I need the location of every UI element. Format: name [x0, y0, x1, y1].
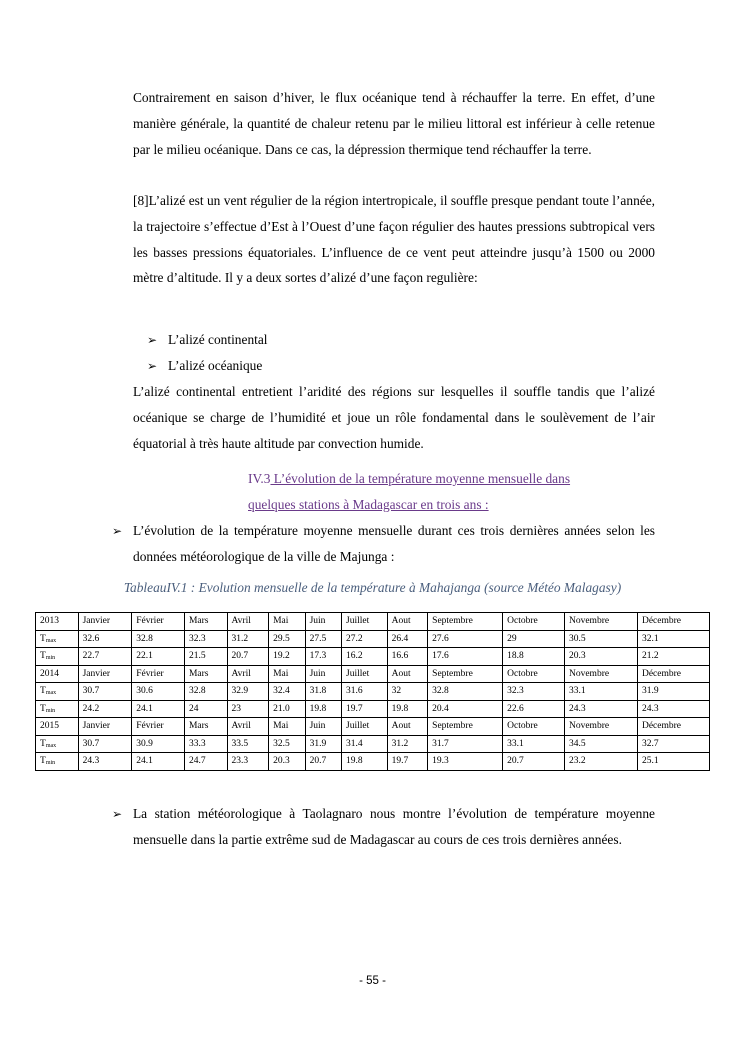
tmax-value-cell: 33.5 [227, 735, 269, 753]
month-cell: Aout [387, 665, 428, 683]
tmax-value-cell: 27.2 [342, 630, 388, 648]
month-cell: Mai [269, 613, 305, 631]
tmax-value-cell: 31.7 [428, 735, 503, 753]
month-cell: Septembre [428, 613, 503, 631]
tmin-value-cell: 19.8 [342, 753, 388, 771]
tmin-value-cell: 24.7 [184, 753, 227, 771]
month-cell: Décembre [637, 718, 709, 736]
month-cell: Janvier [78, 665, 132, 683]
arrow-bullet-icon: ➢ [147, 359, 158, 373]
tmax-value-cell: 30.7 [78, 735, 132, 753]
month-cell: Octobre [503, 665, 565, 683]
tmax-label-cell [36, 683, 79, 701]
tmin-value-cell: 24.3 [637, 700, 709, 718]
tmax-value-cell: 32.8 [184, 683, 227, 701]
table-row-year-header [36, 665, 710, 683]
month-cell: Décembre [637, 665, 709, 683]
tmax-value-cell: 31.9 [637, 683, 709, 701]
month-cell: Février [132, 718, 185, 736]
tmax-value-cell: 32.8 [428, 683, 503, 701]
tmax-value-cell: 32.1 [637, 630, 709, 648]
tmax-value-cell: 32.9 [227, 683, 269, 701]
tmin-value-cell: 22.6 [503, 700, 565, 718]
temperature-table [35, 612, 710, 771]
tmax-label-cell-subscript: max [45, 690, 57, 697]
tmin-value-cell: 19.7 [342, 700, 388, 718]
tmax-value-cell: 31.8 [305, 683, 341, 701]
tmin-label-cell [36, 648, 79, 666]
tmin-value-cell: 19.8 [305, 700, 341, 718]
month-cell: Janvier [78, 718, 132, 736]
month-cell: Juin [305, 665, 341, 683]
tmax-value-cell: 32.8 [132, 630, 185, 648]
tmin-value-cell: 16.2 [342, 648, 388, 666]
tmin-value-cell: 16.6 [387, 648, 428, 666]
month-cell: Février [132, 613, 185, 631]
tmax-value-cell: 33.3 [184, 735, 227, 753]
month-cell: Aout [387, 613, 428, 631]
month-cell: Juillet [342, 613, 388, 631]
year-cell: 2013 [36, 613, 79, 631]
tmin-value-cell: 19.8 [387, 700, 428, 718]
table-caption: TableauIV.1 : Evolution mensuelle de la température à Mahajanga (source Météo Malagasy) [123, 580, 622, 595]
month-cell: Avril [227, 613, 269, 631]
month-cell: Juin [305, 613, 341, 631]
tmax-value-cell: 30.9 [132, 735, 185, 753]
month-cell: Avril [227, 718, 269, 736]
bullet-alize-oceanique: L’alizé océanique [168, 358, 263, 373]
tmin-label-cell-subscript: min [45, 707, 56, 714]
tmax-label-cell-subscript: max [45, 742, 57, 749]
month-cell: Mai [269, 665, 305, 683]
tmax-value-cell: 27.5 [305, 630, 341, 648]
month-cell: Juillet [342, 718, 388, 736]
month-cell: Septembre [428, 718, 503, 736]
tmax-value-cell: 33.1 [564, 683, 637, 701]
tmax-label-cell-text: T [40, 633, 46, 644]
table-row-year-header [36, 718, 710, 736]
table-row-tmin [36, 700, 710, 718]
month-cell: Septembre [428, 665, 503, 683]
page-number: - 55 - [359, 975, 386, 987]
month-cell: Aout [387, 718, 428, 736]
month-cell: Janvier [78, 613, 132, 631]
tmin-value-cell: 20.4 [428, 700, 503, 718]
tmin-value-cell: 23.2 [564, 753, 637, 771]
tmin-label-cell-text: T [40, 703, 46, 714]
paragraph-alize-roles: L’alizé continental entretient l’aridité des régions sur lesquelles il souffle tandis que l’alizé océanique se charge de l’humidité et joue un rôle fondamental dans le soulèvement de l’air équatorial à très haute altitude par convection humide. [133, 384, 655, 451]
tmin-value-cell: 20.3 [269, 753, 305, 771]
tmax-value-cell: 32.4 [269, 683, 305, 701]
tmin-label-cell-subscript: min [45, 760, 56, 767]
month-cell: Juin [305, 718, 341, 736]
table-row-tmax [36, 630, 710, 648]
tmax-value-cell: 29.5 [269, 630, 305, 648]
tmax-value-cell: 31.9 [305, 735, 341, 753]
tmax-value-cell: 29 [503, 630, 565, 648]
tmax-label-cell-text: T [40, 738, 46, 749]
paragraph-alize: [8]L’alizé est un vent régulier de la région intertropicale, il souffle presque pendant toute l’année, la trajectoire s’effectue d’Est à l’Ouest d’une façon régulier des hautes pressions subtropical vers les basses pressions équatoriales. L’influence de ce vent peut atteindre jusqu’à 1500 ou 2000 mètre d’altitude. Il y a deux sortes d’alizé d’une façon regulière: [133, 193, 655, 286]
month-cell: Juillet [342, 665, 388, 683]
arrow-bullet-icon: ➢ [112, 807, 123, 821]
tmin-value-cell: 19.7 [387, 753, 428, 771]
month-cell: Novembre [564, 665, 637, 683]
section-heading [248, 466, 628, 518]
year-cell: 2015 [36, 718, 79, 736]
tmin-label-cell-text: T [40, 651, 46, 662]
tmin-value-cell: 20.7 [305, 753, 341, 771]
tmin-value-cell: 24 [184, 700, 227, 718]
tmin-value-cell: 18.8 [503, 648, 565, 666]
tmin-value-cell: 24.2 [78, 700, 132, 718]
table-row-tmin [36, 648, 710, 666]
tmin-value-cell: 21.5 [184, 648, 227, 666]
tmin-value-cell: 24.3 [564, 700, 637, 718]
tmin-value-cell: 21.0 [269, 700, 305, 718]
arrow-bullet-icon: ➢ [147, 333, 158, 347]
tmin-value-cell: 19.2 [269, 648, 305, 666]
tmax-value-cell: 30.5 [564, 630, 637, 648]
tmax-value-cell: 32.3 [503, 683, 565, 701]
tmin-value-cell: 20.7 [503, 753, 565, 771]
tmin-label-cell [36, 700, 79, 718]
tmin-value-cell: 21.2 [637, 648, 709, 666]
tmax-value-cell: 32.5 [269, 735, 305, 753]
tmin-value-cell: 17.3 [305, 648, 341, 666]
month-cell: Mars [184, 613, 227, 631]
tmax-label-cell-subscript: max [45, 637, 57, 644]
table-row-tmin [36, 753, 710, 771]
tmin-label-cell [36, 753, 79, 771]
tmin-value-cell: 24.1 [132, 753, 185, 771]
month-cell: Avril [227, 665, 269, 683]
tmax-label-cell [36, 630, 79, 648]
tmax-value-cell: 27.6 [428, 630, 503, 648]
tmax-value-cell: 34.5 [564, 735, 637, 753]
arrow-bullet-icon: ➢ [112, 524, 123, 538]
month-cell: Octobre [503, 718, 565, 736]
tmax-value-cell: 31.2 [387, 735, 428, 753]
tmin-value-cell: 22.7 [78, 648, 132, 666]
tmax-value-cell: 26.4 [387, 630, 428, 648]
heading-number: IV.3 [248, 471, 271, 486]
tmin-value-cell: 17.6 [428, 648, 503, 666]
month-cell: Décembre [637, 613, 709, 631]
tmin-label-cell-subscript: min [45, 655, 56, 662]
tmin-value-cell: 19.3 [428, 753, 503, 771]
month-cell: Mars [184, 665, 227, 683]
heading-title-line1: L’évolution de la température moyenne mensuelle dans [270, 471, 571, 486]
bullet-majunga: L’évolution de la température moyenne mensuelle durant ces trois dernières années selon les données météorologique de la ville de Majunga : [133, 523, 655, 564]
tmax-value-cell: 31.6 [342, 683, 388, 701]
month-cell: Octobre [503, 613, 565, 631]
month-cell: Février [132, 665, 185, 683]
tmax-value-cell: 32.7 [637, 735, 709, 753]
paragraph-ocean-flux: Contrairement en saison d’hiver, le flux océanique tend à réchauffer la terre. En effet, d’une manière générale, la quantité de chaleur retenu par le milieu littoral est inférieur à celle retenue par le milieu océanique. Dans ce cas, la dépression thermique tend réchauffer la terre. [133, 90, 655, 157]
tmax-value-cell: 32.3 [184, 630, 227, 648]
tmax-label-cell [36, 735, 79, 753]
tmax-label-cell-text: T [40, 686, 46, 697]
table-row-tmax [36, 683, 710, 701]
bullet-taolagnaro: La station météorologique à Taolagnaro nous montre l’évolution de température moyenne mensuelle dans la partie extrême sud de Madagascar au cours de ces trois dernières années. [133, 806, 655, 847]
tmax-value-cell: 33.1 [503, 735, 565, 753]
month-cell: Novembre [564, 718, 637, 736]
tmin-label-cell-text: T [40, 756, 46, 767]
tmax-value-cell: 30.7 [78, 683, 132, 701]
tmax-value-cell: 30.6 [132, 683, 185, 701]
tmin-value-cell: 22.1 [132, 648, 185, 666]
tmax-value-cell: 31.4 [342, 735, 388, 753]
month-cell: Mars [184, 718, 227, 736]
month-cell: Mai [269, 718, 305, 736]
tmin-value-cell: 23 [227, 700, 269, 718]
tmax-value-cell: 32.6 [78, 630, 132, 648]
tmin-value-cell: 24.3 [78, 753, 132, 771]
year-cell: 2014 [36, 665, 79, 683]
tmin-value-cell: 23.3 [227, 753, 269, 771]
tmin-value-cell: 20.3 [564, 648, 637, 666]
tmax-value-cell: 31.2 [227, 630, 269, 648]
month-cell: Novembre [564, 613, 637, 631]
table-row-tmax [36, 735, 710, 753]
table-row-year-header [36, 613, 710, 631]
bullet-alize-continental: L’alizé continental [168, 332, 268, 347]
tmin-value-cell: 24.1 [132, 700, 185, 718]
tmax-value-cell: 32 [387, 683, 428, 701]
heading-title-line2: quelques stations à Madagascar en trois ans : [248, 496, 489, 512]
tmin-value-cell: 20.7 [227, 648, 269, 666]
tmin-value-cell: 25.1 [637, 753, 709, 771]
